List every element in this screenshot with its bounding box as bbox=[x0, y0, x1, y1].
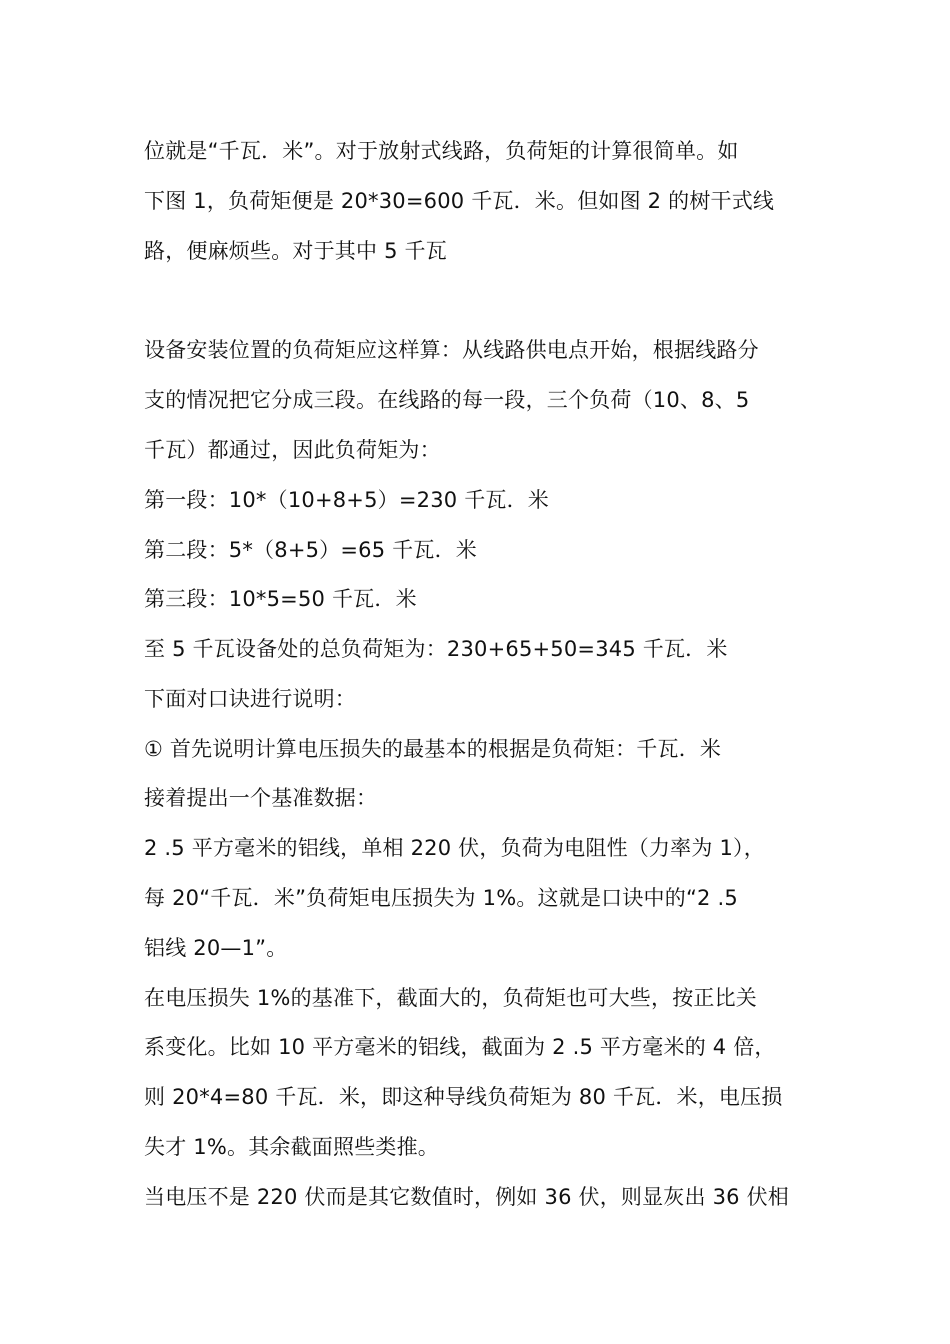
text-line: 2 .5 平方毫米的铝线，单相 220 伏，负荷为电阻性（力率为 1）， bbox=[144, 836, 765, 860]
text-line: 则 20*4=80 千瓦．米，即这种导线负荷矩为 80 千瓦．米，电压损 bbox=[144, 1085, 783, 1109]
text-line: 在电压损失 1%的基准下，截面大的，负荷矩也可大些，按正比关 bbox=[144, 986, 757, 1010]
text-line: 下图 1，负荷矩便是 20*30=600 千瓦．米。但如图 2 的树干式线 bbox=[144, 189, 775, 213]
text-line: 下面对口诀进行说明： bbox=[144, 687, 356, 711]
text-line: 当电压不是 220 伏而是其它数值时，例如 36 伏，则显灰出 36 伏相 bbox=[144, 1185, 789, 1209]
text-line: 支的情况把它分成三段。在线路的每一段，三个负荷（10、8、5 bbox=[144, 388, 750, 412]
text-line: 系变化。比如 10 平方毫米的铝线，截面为 2 .5 平方毫米的 4 倍， bbox=[144, 1035, 776, 1059]
text-line: 至 5 千瓦设备处的总负荷矩为：230+65+50=345 千瓦．米 bbox=[144, 637, 728, 661]
text-line: 设备安装位置的负荷矩应这样算：从线路供电点开始，根据线路分 bbox=[144, 338, 759, 362]
text-line: 铝线 20—1”。 bbox=[144, 936, 288, 960]
text-line: 第三段：10*5=50 千瓦．米 bbox=[144, 587, 417, 611]
text-line: 第一段：10*（10+8+5）=230 千瓦．米 bbox=[144, 488, 550, 512]
text-line: 接着提出一个基准数据： bbox=[144, 786, 378, 810]
text-line: ① 首先说明计算电压损失的最基本的根据是负荷矩：千瓦．米 bbox=[144, 737, 722, 761]
text-line: 失才 1%。其余截面照些类推。 bbox=[144, 1135, 439, 1159]
text-line: 千瓦）都通过，因此负荷矩为： bbox=[144, 438, 441, 462]
text-line: 每 20“千瓦．米”负荷矩电压损失为 1%。这就是口诀中的“2 .5 bbox=[144, 886, 738, 910]
text-line: 路，便麻烦些。对于其中 5 千瓦 bbox=[144, 239, 447, 263]
text-line: 位就是“千瓦．米”。对于放射式线路，负荷矩的计算很简单。如 bbox=[144, 139, 739, 163]
text-line: 第二段：5*（8+5）=65 千瓦．米 bbox=[144, 538, 477, 562]
